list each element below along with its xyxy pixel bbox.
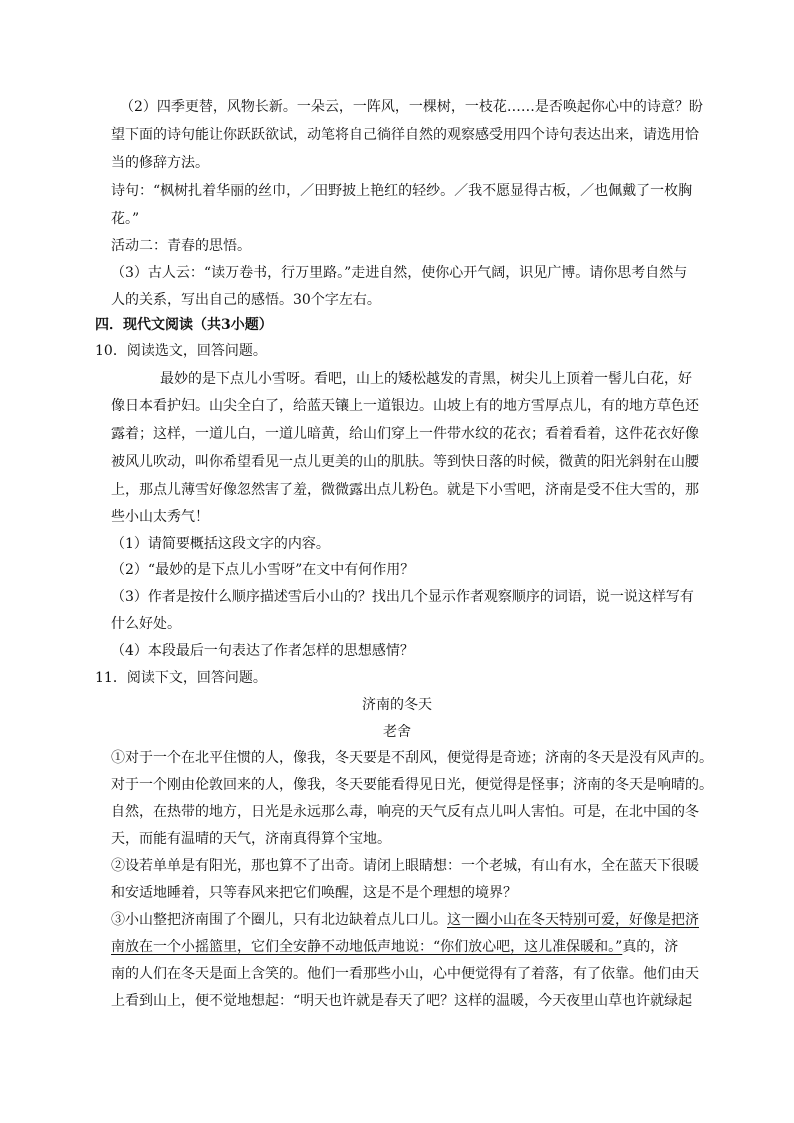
- q10-intro: 10．阅读选文，回答问题。: [95, 343, 267, 359]
- q9-activity2: 活动二：青春的思悟。: [111, 238, 251, 254]
- q9-part3-line1: （3）古人云：“读万卷书，行万里路。”走进自然，使你心开气阔，识见广博。请你思考自然与: [111, 265, 688, 281]
- q9-part2-line1: （2）四季更替，风物长新。一朵云，一阵风，一棵树，一枝花……是否唤起你心中的诗意？盼: [120, 99, 703, 115]
- q11-para1-line3: 自然，在热带的地方，日光是永远那么毒，响亮的天气反有点儿叫人害怕。可是，在北中国的冬: [111, 804, 699, 820]
- q9-poem-line1: 诗句：“枫树扎着华丽的丝巾，／田野披上艳红的轻纱。／我不愿显得古板，／也佩戴了一枚胸: [111, 183, 693, 199]
- q10-passage-line3: 露着；这样，一道儿白，一道儿暗黄，给山们穿上一件带水纹的花衣；看着看着，这件花衣好像: [111, 426, 699, 442]
- q11-para3-line3: 南的人们在冬天是面上含笑的。他们一看那些小山，心中便觉得有了着落，有了依靠。他们由天: [111, 966, 699, 982]
- q10-passage-line4: 被风儿吹动，叫你希望看见一点儿更美的山的肌肤。等到快日落的时候，微黄的阳光斜射在山腰: [111, 454, 699, 470]
- q11-para2-line2: 和安适地睡着，只等春风来把它们唤醒，这是不是个理想的境界？: [111, 885, 517, 901]
- section-heading: 四．现代文阅读（共3小题）: [95, 317, 273, 333]
- q10-question4: （4）本段最后一句表达了作者怎样的思想感情？: [111, 643, 414, 659]
- q10-passage-line5: 上，那点儿薄雪好像忽然害了羞，微微露出点儿粉色。就是下小雪吧，济南是受不住大雪的，那: [111, 482, 699, 498]
- q10-passage-line1: 最妙的是下点儿小雪呀。看吧，山上的矮松越发的青黑，树尖儿上顶着一髻儿白花，好: [160, 371, 692, 387]
- q11-para1-line2: 对于一个刚由伦敦回来的人，像我，冬天要能看得见日光，便觉得是怪事；济南的冬天是响晴的。: [111, 777, 713, 793]
- q11-para3-line2: [111, 938, 678, 956]
- q9-part2-line2: 望下面的诗句能让你跃跃欲试，动笔将自己徜徉自然的观察感受用四个诗句表达出来，请选用恰: [111, 127, 699, 143]
- q9-part3-line2: 人的关系，写出自己的感悟。30个字左右。: [111, 292, 381, 308]
- para3-plain-text-2: 真的，济: [622, 939, 679, 955]
- q11-intro: 11．阅读下文，回答问题。: [95, 670, 267, 686]
- q9-poem-line2: 花。”: [111, 211, 140, 227]
- q10-question2: （2）“最妙的是下点儿小雪呀”在文中有何作用？: [111, 562, 415, 578]
- para3-plain-text: ③小山整把济南围了个圈儿，只有北边缺着点儿口儿。: [111, 912, 447, 928]
- article-title: 济南的冬天: [362, 697, 432, 713]
- q11-para1-line1: ①对于一个在北平住惯的人，像我，冬天要是不刮风，便觉得是奇迹；济南的冬天是没有风声的。: [111, 750, 713, 766]
- q11-para3-line4: 上看到山上，便不觉地想起：“明天也许就是春天了吧？这样的温暖，今天夜里山草也许就绿起: [111, 993, 693, 1009]
- underlined-sentence-part2: 南放在一个小摇篮里，它们全安静不动地低声地说：“你们放心吧，这儿准保暖和。”: [111, 939, 623, 955]
- q11-para1-line4: 天，而能有温晴的天气，济南真得算个宝地。: [111, 831, 391, 847]
- q9-part2-line3: 当的修辞方法。: [111, 155, 209, 171]
- q10-question3-line2: 什么好处。: [111, 616, 181, 632]
- q11-para3-line1: [111, 911, 699, 929]
- q11-para2-line1: ②设若单单是有阳光，那也算不了出奇。请闭上眼睛想：一个老城，有山有水，全在蓝天下很暖: [111, 858, 699, 874]
- q10-passage-line6: 些小山太秀气！: [111, 509, 209, 525]
- q10-question1: （1）请简要概括这段文字的内容。: [111, 536, 330, 552]
- q10-passage-line2: 像日本看护妇。山尖全白了，给蓝天镶上一道银边。山坡上有的地方雪厚点儿，有的地方草色还: [111, 398, 699, 414]
- underlined-sentence-part1: 这一圈小山在冬天特别可爱，好像是把济: [447, 912, 699, 928]
- article-author: 老舍: [383, 724, 411, 740]
- q10-question3-line1: （3）作者是按什么顺序描述雪后小山的？找出几个显示作者观察顺序的词语，说一说这样写有: [111, 589, 694, 605]
